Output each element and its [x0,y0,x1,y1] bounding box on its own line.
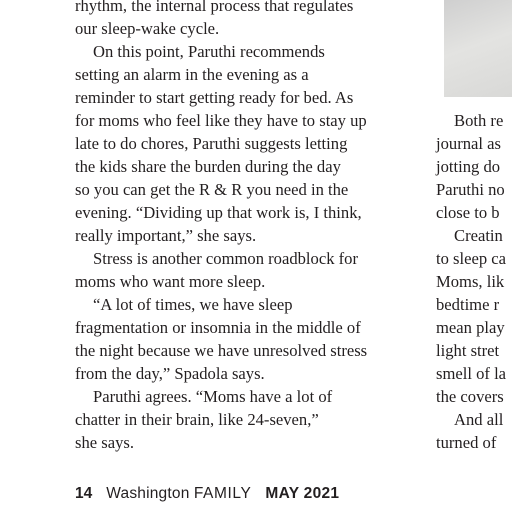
article-column-left [75,0,425,454]
text-line: Paruthi agrees. “Moms have a lot of [93,387,333,406]
text-line: chatter in their brain, like 24-seven,” [75,410,319,429]
issue-date: MAY 2021 [265,485,340,502]
text-line: the covers [436,387,504,406]
photo-fragment [444,0,512,97]
text-line: setting an alarm in the evening as a [75,65,309,84]
text-line: On this point, Paruthi recommends [93,42,325,61]
text-line: so you can get the R & R you need in the [75,180,349,199]
text-line: Creatin [454,226,503,245]
text-line: journal as [436,134,501,153]
text-line: “A lot of times, we have sleep [93,295,293,314]
text-line: fragmentation or insomnia in the middle of [75,318,361,337]
text-line: moms who want more sleep. [75,272,266,291]
text-line: our sleep-wake cycle. [75,19,220,38]
page-number: 14 [75,485,93,502]
text-line: late to do chores, Paruthi suggests letting [75,134,348,153]
text-line: to sleep ca [436,249,507,268]
publication-name-light: Washington [106,485,190,502]
text-line: Both re [454,111,504,130]
text-line: mean play [436,318,505,337]
text-line: reminder to start getting ready for bed. As [75,88,354,107]
text-line: the night because we have unresolved stress [75,341,368,360]
text-line: Stress is another common roadblock for [93,249,358,268]
page-footer [75,482,339,506]
publication-name-caps: FAMILY [193,485,252,502]
text-line: turned of [436,433,497,452]
article-column-right [436,109,512,454]
text-line: jotting do [436,157,501,176]
text-line: from the day,” Spadola says. [75,364,265,383]
text-line: close to b [436,203,500,222]
text-line: for moms who feel like they have to stay up [75,111,367,130]
text-line: Paruthi no [436,180,505,199]
text-line: rhythm, the internal process that regulates [75,0,354,15]
text-line: smell of la [436,364,507,383]
text-line: evening. “Dividing up that work is, I think, [75,203,362,222]
text-line: the kids share the burden during the day [75,157,341,176]
text-line: bedtime r [436,295,500,314]
text-line: light stret [436,341,500,360]
text-line: she says. [75,433,134,452]
text-line: really important,” she says. [75,226,257,245]
text-line: Moms, lik [436,272,505,291]
text-line: And all [454,410,504,429]
